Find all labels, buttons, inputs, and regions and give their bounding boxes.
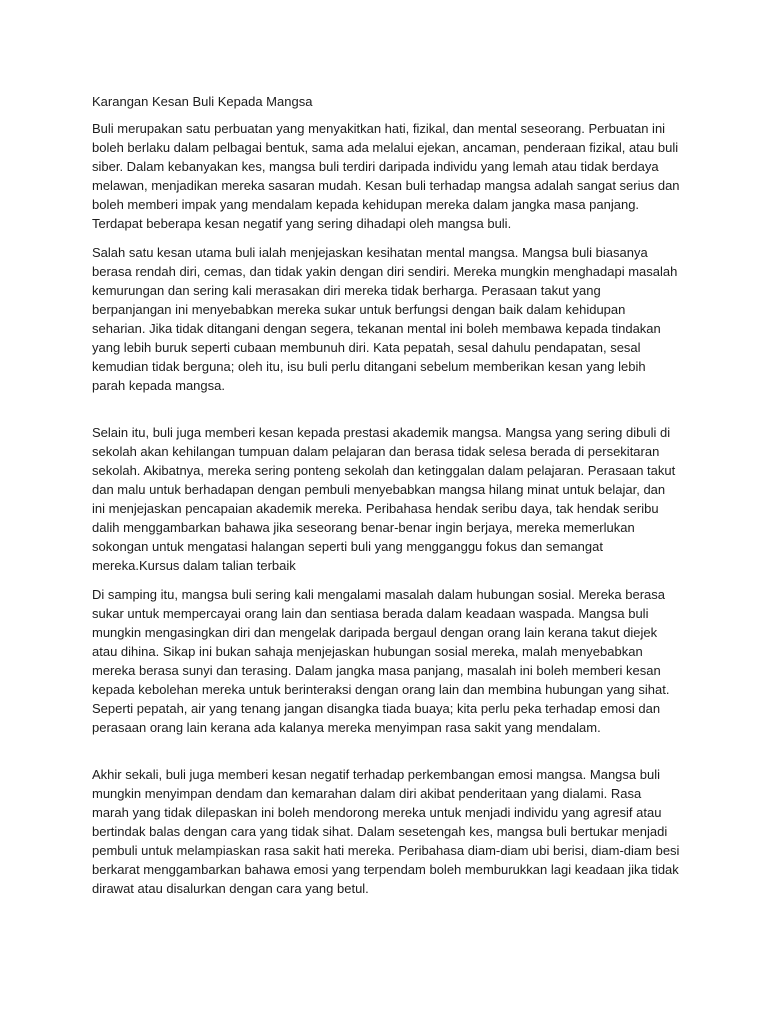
paragraph-social: Di samping itu, mangsa buli sering kali mengalami masalah dalam hubungan sosial. Mereka berasa sukar untuk mempercayai orang lain dan sentiasa berada dalam keadaan waspada. Mangsa buli mungkin mengasingkan diri dan mengelak daripada bergaul dengan orang lain kerana takut diejek atau dihina. Sikap ini bukan sahaja menjejaskan hubungan sosial mereka, malah menyebabkan mereka berasa sunyi dan terasing. Dalam jangka masa panjang, masalah ini boleh memberi kesan kepada kebolehan mereka untuk berinteraksi dengan orang lain dan membina hubungan yang sihat. Seperti pepatah, air yang tenang jangan disangka tiada buaya; kita perlu peka terhadap emosi dan perasaan orang lain kerana ada kalanya mereka menyimpan rasa sakit yang mendalam. <box>92 587 670 735</box>
paragraph-academic: Selain itu, buli juga memberi kesan kepada prestasi akademik mangsa. Mangsa yang sering dibuli di sekolah akan kehilangan tumpuan dalam pelajaran dan berasa tidak selesa berada di persekitaran sekolah. Akibatnya, mereka sering ponteng sekolah dan ketinggalan dalam pelajaran. Perasaan takut dan malu untuk berhadapan dengan pembuli menyebabkan mangsa hilang minat untuk belajar, dan ini menjejaskan pencapaian akademik mereka. Peribahasa hendak seribu daya, tak hendak seribu dalih menggambarkan bahawa jika seseorang benar-benar ingin berjaya, mereka memerlukan sokongan untuk mengatasi halangan seperti buli yang mengganggu fokus dan semangat mereka.Kursus dalam talian terbaik <box>92 425 676 573</box>
paragraph-mental-health: Salah satu kesan utama buli ialah menjejaskan kesihatan mental mangsa. Mangsa buli biasanya berasa rendah diri, cemas, dan tidak yakin dengan diri sendiri. Mereka mungkin menghadapi masalah kemurungan dan sering kali merasakan diri mereka tidak berharga. Perasaan takut yang berpanjangan ini menyebabkan mereka sukar untuk berfungsi dengan baik dalam kehidupan seharian. Jika tidak ditangani dengan segera, tekanan mental ini boleh membawa kepada tindakan yang lebih buruk seperti cubaan membunuh diri. Kata pepatah, sesal dahulu pendapatan, sesal kemudian tidak berguna; oleh itu, isu buli perlu ditangani sebelum memberikan kesan yang lebih parah kepada mangsa. <box>92 245 678 393</box>
essay-body <box>92 92 680 908</box>
document-title: Karangan Kesan Buli Kepada Mangsa <box>92 94 313 109</box>
paragraph-emotional: Akhir sekali, buli juga memberi kesan negatif terhadap perkembangan emosi mangsa. Mangsa buli mungkin menyimpan dendam dan kemarahan dalam diri akibat penderitaan yang dialami. Rasa marah yang tidak dilepaskan ini boleh mendorong mereka untuk menjadi individu yang agresif atau bertindak balas dengan cara yang tidak sihat. Dalam sesetengah kes, mangsa buli bertukar menjadi pembuli untuk melampiaskan rasa sakit hati mereka. Peribahasa diam-diam ubi berisi, diam-diam besi berkarat menggambarkan bahawa emosi yang terpendam boleh memburukkan lagi keadaan jika tidak dirawat atau disalurkan dengan cara yang betul. <box>92 767 680 896</box>
paragraph-intro: Buli merupakan satu perbuatan yang menyakitkan hati, fizikal, dan mental seseorang. Perbuatan ini boleh berlaku dalam pelbagai bentuk, sama ada melalui ejekan, ancaman, penderaan fizikal, atau buli siber. Dalam kebanyakan kes, mangsa buli terdiri daripada individu yang lemah atau tidak berdaya melawan, menjadikan mereka sasaran mudah. Kesan buli terhadap mangsa adalah sangat serius dan boleh memberi impak yang mendalam kepada kehidupan mereka dalam jangka masa panjang. Terdapat beberapa kesan negatif yang sering dihadapi oleh mangsa buli. <box>92 121 680 231</box>
